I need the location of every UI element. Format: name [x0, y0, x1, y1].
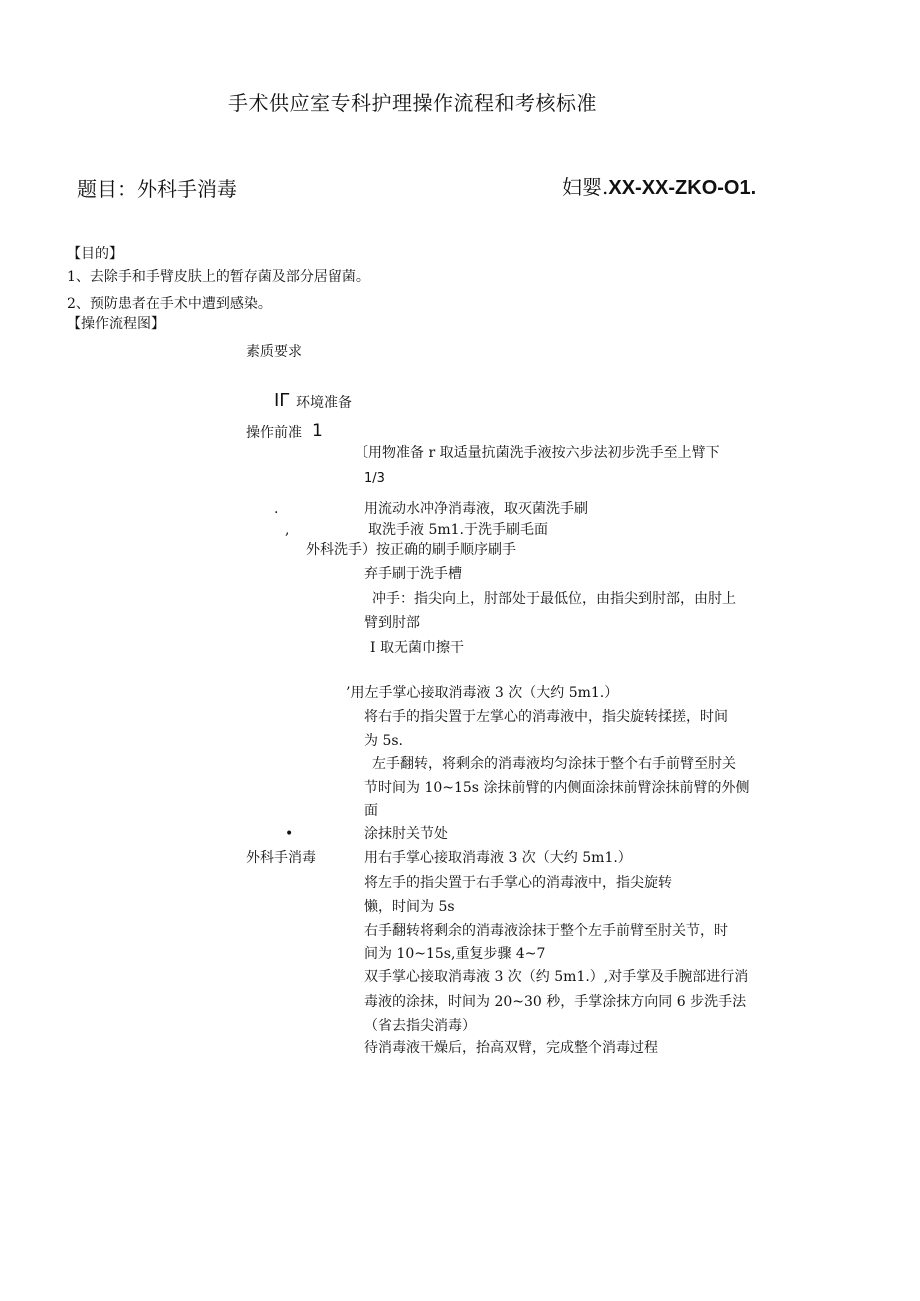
pre-op-prep-label: 操作前准	[246, 425, 302, 441]
document-code-value: XX-XX-ZKO-O1.	[608, 177, 757, 199]
step-flush: 冲手：指尖向上，肘部处于最低位，由指尖到肘部，由肘上	[372, 591, 736, 607]
step-right-fingertips: 将右手的指尖置于左掌心的消毒液中，指尖旋转揉搓，时间	[364, 709, 728, 725]
step-right-turn-cont: 间为 10~15s,重复步骤 4~7	[364, 946, 546, 962]
step-right-fingertips-cont: 为 5s.	[364, 733, 403, 749]
step-prewash-cont: 1/3	[364, 471, 385, 486]
step-left-turn-cont2: 面	[364, 803, 378, 819]
purpose-item: 2、预防患者在手术中遭到感染。	[67, 296, 272, 312]
step-finish: 待消毒液干燥后，抬高双臂，完成整个消毒过程	[364, 1040, 658, 1056]
quality-requirement: 素质要求	[246, 344, 302, 360]
step-left-palm-take: ’用左手掌心接取消毒液 3 次（大约 5m1.）	[346, 685, 619, 701]
pre-op-prep-mark: 1	[312, 421, 323, 441]
step-discard-brush: 弃手刷于洗手槽	[364, 566, 462, 582]
step-both-palms-cont: 毒液的涂抹，时间为 20~30 秒，手掌涂抹方向同 6 步洗手法	[364, 994, 747, 1010]
purpose-item: 1、去除手和手臂皮肤上的暂存菌及部分居留菌。	[67, 269, 370, 285]
flow-bullet-mark: •	[285, 826, 294, 842]
surgical-hand-wash-label: 外科洗手）按正确的刷手顺序刷手	[306, 542, 516, 558]
flowchart-heading: 【操作流程图】	[67, 316, 165, 332]
step-left-fingertips: 将左手的指尖置于右手掌心的消毒液中，指尖旋转	[364, 875, 672, 891]
flow-dot-mark: .	[274, 501, 279, 517]
document-title: 手术供应室专科护理操作流程和考核标准	[228, 91, 597, 115]
step-both-palms: 双手掌心接取消毒液 3 次（约 5m1.）,对手掌及手腕部进行消	[364, 969, 749, 985]
step-left-fingertips-cont: 懒，时间为 5s	[364, 899, 455, 915]
step-both-palms-cont2: （省去指尖消毒）	[364, 1018, 476, 1034]
step-right-turn: 右手翻转将剩余的消毒液涂抹于整个左手前臂至肘关节，时	[364, 923, 728, 939]
surgical-hand-disinfection-label: 外科手消毒	[246, 850, 316, 866]
step-dry: I 取无菌巾擦干	[370, 640, 464, 656]
document-code	[562, 174, 756, 201]
step-right-palm-take: 用右手掌心接取消毒液 3 次（大约 5m1.）	[364, 850, 632, 866]
step-prewash: 〔用物准备 r 取适量抗菌洗手液按六步法初步洗手至上臂下	[354, 445, 720, 461]
step-flush-cont: 臂到肘部	[364, 615, 420, 631]
flow-comma-mark: ,	[285, 522, 290, 538]
document-code-prefix: 妇婴.	[562, 175, 609, 199]
step-rinse: 用流动水冲净消毒液，取灭菌洗手刷	[364, 501, 588, 517]
environment-prep: 环境准备	[296, 395, 352, 411]
step-elbow: 涂抹肘关节处	[364, 826, 448, 842]
subject-title: 题目：外科手消毒	[77, 177, 237, 201]
step-left-turn: 左手翻转，将剩余的消毒液均匀涂抹于整个右手前臂至肘关	[372, 756, 736, 772]
step-take-soap: 取洗手液 5m1.于洗手刷毛面	[368, 522, 548, 538]
purpose-heading: 【目的】	[67, 246, 123, 262]
step-left-turn-cont: 节时间为 10~15s 涂抹前臂的内侧面涂抹前臂涂抹前臂的外侧	[364, 780, 750, 796]
env-bracket-mark: IΓ	[274, 390, 290, 411]
